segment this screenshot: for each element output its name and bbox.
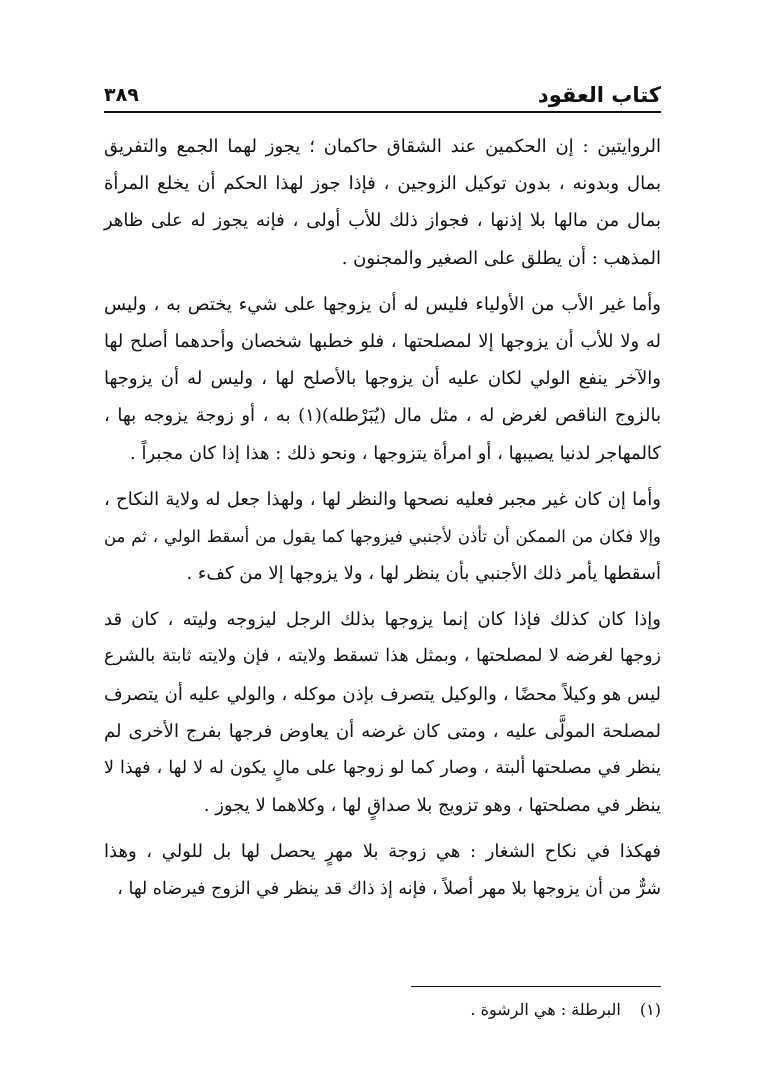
text-line: أسقطها يأمر ذلك الأجنبي بأن ينظر لها ، ولا يزوجها إلا من كفء . bbox=[186, 563, 661, 585]
footnote-rule bbox=[411, 986, 661, 987]
text-line: وأما غير الأب من الأولياء فليس له أن يزوجها على شيء يختص به ، وليس bbox=[104, 293, 661, 315]
paragraph-gap bbox=[104, 824, 661, 833]
paragraph-gap bbox=[104, 592, 661, 601]
paragraph bbox=[104, 481, 661, 593]
paragraph-gap bbox=[104, 472, 661, 481]
text-line: الروايتين : إن الحكمين عند الشقاق حاكمان ؛ يجوز لهما الجمع والتفريق bbox=[104, 136, 661, 157]
text-line: وإذا كان كذلك فإذا كان إنما يزوجها بذلك الرجل ليزوجه وليته ، كان قد bbox=[104, 609, 661, 631]
footnote-marker: (١) bbox=[639, 1000, 661, 1019]
text-line: فهكذا في نكاح الشغار : هي زوجة بلا مهرٍ يحصل لها بل للولي ، وهذا bbox=[104, 841, 661, 863]
running-header bbox=[104, 82, 661, 108]
text-line: ليس هو وكيلاً محضًا ، والوكيل يتصرف بإذن موكله ، والولي عليه أن يتصرف bbox=[104, 683, 661, 705]
text-line: ينظر في مصلحتها ، وهو تزويج بلا صداقٍ لها ، وكلاهما لا يجوز . bbox=[203, 795, 661, 817]
text-line: ينظر في مصلحتها ألبتة ، وصار كما لو زوجها على مالٍ يكون له لا لها ، فهذا لا bbox=[104, 758, 661, 778]
text-line: له ولا للأب أن يزوجها إلا لمصلحتها ، فلو خطبها شخصان وأحدهما أصلح لها bbox=[104, 330, 661, 352]
book-title: كتاب العقود bbox=[537, 83, 661, 107]
text-line: وأما إن كان غير مجبر فعليه نصحها والنظر لها ، ولهذا جعل له ولاية النكاح ، bbox=[104, 488, 661, 510]
text-line: شرٌّ من أن يزوجها بلا مهر أصلاً ، فإنه إذ ذاك قد ينظر في الزوج فيرضاه لها ، bbox=[117, 878, 661, 899]
header-rule bbox=[104, 111, 661, 113]
text-line: وإلا فكان من الممكن أن تأذن لأجنبي فيزوجها كما يقول من أسقط الولي ، ثم من bbox=[104, 526, 661, 546]
body-text bbox=[104, 128, 661, 908]
footnote-text: البرطلة : هي الرشوة . bbox=[470, 1000, 621, 1019]
paragraph-gap bbox=[104, 277, 661, 286]
text-line: لمصلحة المولَّى عليه ، ومتى كان غرضه أن يعاوض فرجها بفرج الأخرى لم bbox=[104, 720, 661, 742]
paragraph bbox=[104, 286, 661, 472]
paragraph bbox=[104, 833, 661, 907]
paragraph bbox=[104, 128, 661, 277]
paragraph bbox=[104, 601, 661, 824]
text-line: كالمهاجر لدنيا يصيبها ، أو امرأة يتزوجها ، ونحو ذلك : هذا إذا كان مجبراً . bbox=[130, 442, 661, 464]
text-line: بالزوج الناقص لغرض له ، مثل مال (يُبَرْطله)(١) به ، أو زوجة يزوجه بها ، bbox=[104, 405, 661, 427]
text-line: بمال من مالها بلا إذنها ، فجواز ذلك للأب أولى ، فإنه يجوز له على ظاهر bbox=[104, 210, 661, 232]
text-line: زوجها لغرضه لا لمصلحتها ، وبمثل هذا تسقط ولايته ، فإن ولايته ثابتة بالشرع bbox=[104, 646, 661, 667]
text-line: المذهب : أن يطلق على الصغير والمجنون . bbox=[341, 247, 661, 269]
page-number: ٣٨٩ bbox=[104, 84, 139, 106]
footnote bbox=[470, 998, 661, 1022]
text-line: بمال وبدونه ، بدون توكيل الزوجين ، فإذا جوز لهذا الحكم أن يخلع المرأة bbox=[104, 173, 661, 195]
text-line: والآخر ينفع الولي لكان عليه أن يزوجها بالأصلح لها ، وليس له أن يزوجها bbox=[104, 368, 661, 390]
